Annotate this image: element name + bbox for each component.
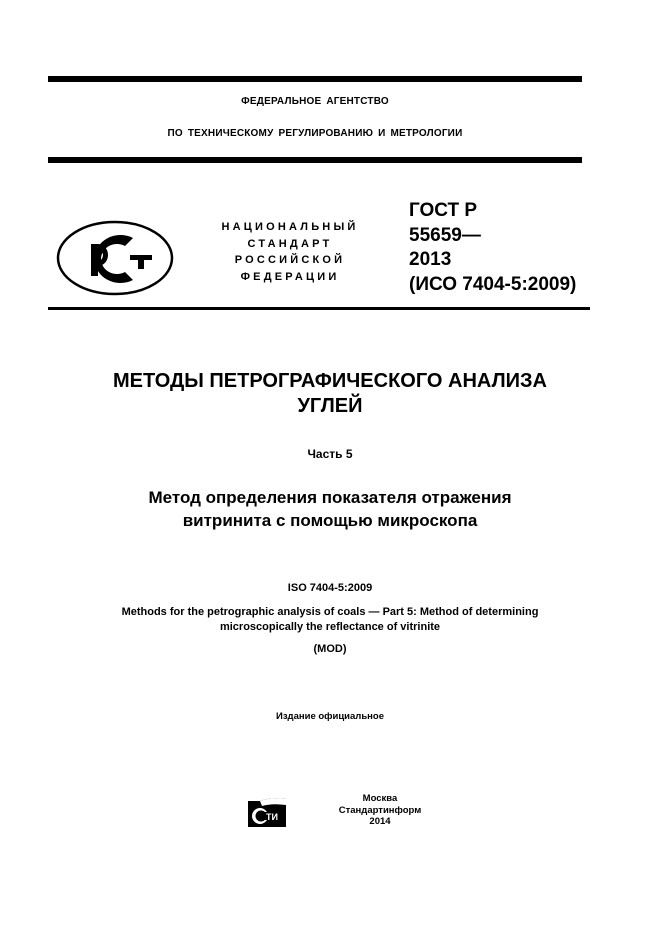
national-standard-line-2: СТАНДАРТ <box>247 237 333 250</box>
publisher-name: Стандартинформ <box>338 804 422 816</box>
publisher-block <box>320 793 440 828</box>
iso-code: ISO 7404-5:2009 <box>287 582 373 594</box>
title-line-2: УГЛЕЙ <box>297 395 363 417</box>
subtitle-line-2: витринита с помощью микроскопа <box>182 511 478 530</box>
national-standard-line-3: РОССИЙСКОЙ <box>234 254 346 266</box>
part-number: Часть 5 <box>307 447 353 461</box>
svg-text:ТИ: ТИ <box>266 812 278 822</box>
standartinform-logo-icon <box>246 797 288 829</box>
document-title <box>40 369 620 419</box>
header-bottom-rule <box>48 157 582 163</box>
modification-label: (MOD) <box>313 643 347 655</box>
edition-label: Издание официальное <box>276 711 384 722</box>
designation-line-3: 2013 <box>409 249 452 270</box>
subtitle-line-1: Метод определения показателя отражения <box>148 488 512 507</box>
top-rule <box>48 76 582 82</box>
iso-title-line-1: Methods for the petrographic analysis of coals — Part 5: Method of determining <box>121 606 539 618</box>
designation-line-1: ГОСТ Р <box>409 200 478 221</box>
iso-title-line-2: microscopically the reflectance of vitrinite <box>219 620 441 633</box>
standard-designation <box>409 199 576 297</box>
standard-block-rule <box>48 307 590 310</box>
national-standard-label <box>200 219 380 285</box>
document-subtitle <box>40 486 620 532</box>
national-standard-line-4: ФЕДЕРАЦИИ <box>240 270 340 283</box>
publisher-city: Москва <box>362 793 398 804</box>
publication-year: 2014 <box>369 816 391 827</box>
agency-name-line-1: ФЕДЕРАЛЬНОЕ АГЕНТСТВО <box>241 96 389 107</box>
title-line-1: МЕТОДЫ ПЕТРОГРАФИЧЕСКОГО АНАЛИЗА <box>112 370 547 392</box>
agency-name-line-2: ПО ТЕХНИЧЕСКОМУ РЕГУЛИРОВАНИЮ И МЕТРОЛОГИИ <box>167 128 463 139</box>
designation-line-4: (ИСО 7404-5:2009) <box>409 273 577 295</box>
gost-r-logo-icon <box>55 218 175 298</box>
national-standard-line-1: НАЦИОНАЛЬНЫЙ <box>221 221 359 233</box>
designation-line-2: 55659— <box>409 224 481 246</box>
iso-title <box>30 605 630 634</box>
